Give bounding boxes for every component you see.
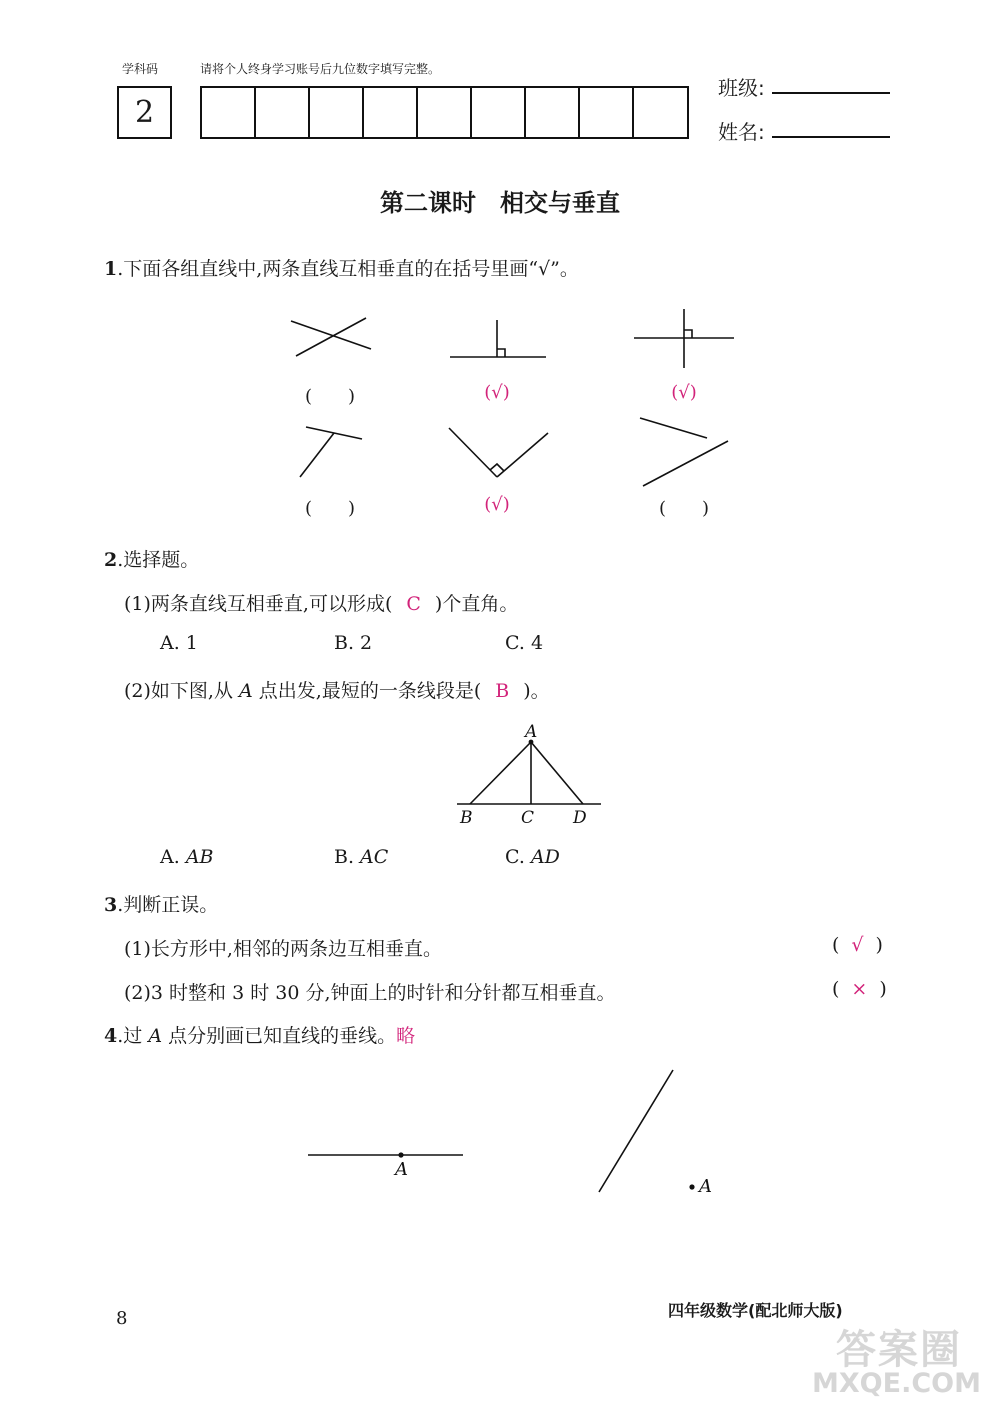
lesson-title: 第二课时 相交与垂直 <box>380 189 620 217</box>
name-label: 姓名: <box>718 120 765 144</box>
q3-item-1-open: ( <box>832 934 840 956</box>
subject-code-box: 2 <box>117 86 172 139</box>
watermark-url: MXQE.COM <box>812 1368 981 1399</box>
q2-sub1-option-a[interactable]: A. 1 <box>160 632 198 654</box>
q2-sub1 <box>124 589 518 616</box>
q3-item-2-answer[interactable]: × <box>851 978 868 1000</box>
book-title: 四年级数学(配北师大版) <box>668 1301 843 1320</box>
q3-number: 3 <box>104 894 118 916</box>
q2-sub2-text-mid: 点出发,最短的一条线段是( <box>258 680 482 702</box>
q1-figure-5 <box>449 428 548 477</box>
q2-sub1-option-b[interactable]: B. 2 <box>334 632 373 654</box>
account-instruction: 请将个人终身学习账号后九位数字填写完整。 <box>200 62 441 76</box>
q4-text: .过 <box>117 1025 143 1047</box>
class-label: 班级: <box>718 76 765 100</box>
q2-triangle-figure <box>457 742 601 804</box>
q4-point-a-1[interactable] <box>398 1152 403 1157</box>
q2-sub2-var: A <box>239 680 253 702</box>
q3-item-2-text: (2)3 时整和 3 时 30 分,钟面上的时针和分针都互相垂直。 <box>124 982 616 1004</box>
q2-sub1-text-end: )个直角。 <box>434 593 519 615</box>
q4-text-end: 点分别画已知直线的垂线。 <box>168 1025 397 1047</box>
q1-answer-2[interactable]: (√) <box>484 382 510 403</box>
q1-answer-1[interactable]: ( ) <box>304 386 356 407</box>
q4-var: A <box>148 1025 163 1047</box>
q2-sub2-text-end: )。 <box>523 680 550 702</box>
q1-figure-6 <box>640 418 728 486</box>
subject-code-label: 学科码 <box>122 62 159 76</box>
q2-sub2-option-c[interactable] <box>505 846 560 868</box>
q4-label-a-2: A <box>699 1176 712 1197</box>
q4-point-a-2[interactable] <box>689 1184 694 1189</box>
q1-answer-6[interactable]: ( ) <box>658 498 710 519</box>
q2-sub2-option-b-value: AC <box>360 846 389 868</box>
q4-stem <box>104 1021 415 1048</box>
q3-text: .判断正误。 <box>117 894 219 916</box>
q2-label-a: A <box>525 722 538 742</box>
q2-sub1-answer[interactable]: C <box>406 593 421 615</box>
q3-stem <box>104 890 218 917</box>
q2-sub2-option-b[interactable] <box>334 846 388 868</box>
q2-stem <box>104 545 199 572</box>
q2-text: .选择题。 <box>117 549 200 571</box>
q4-answer[interactable]: 略 <box>396 1025 416 1047</box>
q4-number: 4 <box>104 1025 118 1047</box>
q1-figure-1 <box>291 318 371 356</box>
q2-number: 2 <box>104 549 118 571</box>
q1-number: 1 <box>104 258 118 280</box>
q1-figure-2 <box>450 320 546 357</box>
q2-sub2-option-a-prefix: A. <box>160 846 186 868</box>
q2-sub2-option-c-value: AD <box>530 846 560 868</box>
q1-figure-4 <box>300 427 362 477</box>
q1-text: .下面各组直线中,两条直线互相垂直的在括号里画“√”。 <box>117 258 579 280</box>
q2-label-d: D <box>573 808 587 828</box>
q2-sub2-answer[interactable]: B <box>495 680 510 702</box>
q2-sub1-option-c[interactable]: C. 4 <box>505 632 544 654</box>
q2-sub2-option-c-prefix: C. <box>505 846 531 868</box>
q1-answer-5[interactable]: (√) <box>484 494 510 515</box>
q2-sub2-option-a-value: AB <box>185 846 214 868</box>
q2-label-c: C <box>521 808 535 828</box>
q3-item-2-answer-box[interactable] <box>832 978 887 1000</box>
q1-figure-3 <box>634 309 734 368</box>
q2-sub2-text: (2)如下图,从 <box>124 680 233 702</box>
q2-sub1-text: (1)两条直线互相垂直,可以形成( <box>124 593 393 615</box>
q4-label-a-1: A <box>395 1159 408 1180</box>
q3-item-1-text: (1)长方形中,相邻的两条边互相垂直。 <box>124 938 442 960</box>
q1-answer-4[interactable]: ( ) <box>304 498 356 519</box>
q1-answer-3[interactable]: (√) <box>671 382 697 403</box>
q2-sub2 <box>124 676 550 703</box>
q4-given-line-2[interactable] <box>599 1070 673 1192</box>
watermark-logo: 答案圈 <box>836 1327 962 1373</box>
q3-item-1-answer-box[interactable] <box>832 934 883 956</box>
page-number: 8 <box>116 1308 128 1329</box>
q3-item-1-answer[interactable]: √ <box>851 934 864 956</box>
q2-sub2-option-a[interactable] <box>160 846 214 868</box>
q3-item-2-close: ) <box>879 978 887 1000</box>
q3-item-2-open: ( <box>832 978 840 1000</box>
q2-sub2-option-b-prefix: B. <box>334 846 361 868</box>
q2-label-b: B <box>460 808 473 828</box>
q3-item-1-close: ) <box>875 934 883 956</box>
